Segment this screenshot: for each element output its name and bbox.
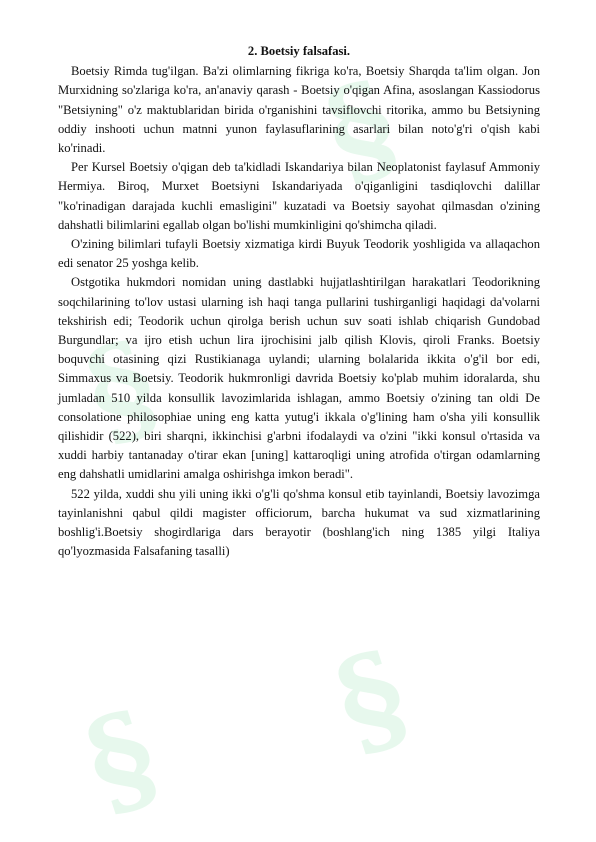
paragraph-1: Boetsiy Rimda tug'ilgan. Ba'zi olimlarning fikriga ko'ra, Boetsiy Sharqda ta'lim olgan. Jon Murxidning so'zlariga ko'ra, an'anaviy qarash - Boetsiy o'qigan Afina, asoslangan Kassiodorus "Betsiyning" o'z maktublaridan birida o'rganishini tavsiflovchi ritorika, ammo bu Betsiyning oddiy inshooti uchun matnni yunon faylasuflarining asarlari bilan noto'g'ri o'qish kabi ko'rinadi. <box>58 64 540 156</box>
watermark-symbol: § <box>69 312 173 467</box>
section-title: 2. Boetsiy falsafasi. <box>247 44 351 58</box>
watermark-symbol: § <box>309 52 413 207</box>
paragraph-3: O'zining bilimlari tufayli Boetsiy xizmatiga kirdi Buyuk Teodorik yoshligida va allaqachon edi senator 25 yoshga kelib. <box>58 237 540 271</box>
paragraph-2: Per Kursel Boetsiy o'qigan deb ta'kidladi Iskandariya bilan Neoplatonist faylasuf Ammoniy Hermiya. Biroq, Murxet Boetsiyni Iskandariyada o'qiganligini tasdiqlovchi dalillar "ko'rinadigan darajada kuchli emasligini" kuzatadi va Boetsiy sayohat qilmasdan o'zining dahshatli bilimlarini egallab olgan bo'lishi mumkinligini qo'shimcha qiladi. <box>58 160 540 232</box>
watermark-symbol: § <box>319 622 423 777</box>
document-body <box>58 42 540 561</box>
watermark-symbol: § <box>69 682 173 837</box>
paragraph-4: Ostgotika hukmdori nomidan uning dastlabki hujjatlashtirilgan harakatlari Teodorikning soqchilarining to'lov ustasi ularning ish haqi tanga pullarini tushirganligi haqidagi da'volarni tekshirish edi; Teodorik uchun qirolga berish uchun suv soati ishlab chiqarish Gundobad Burgundlar; va ijro etish uchun lira ijrochisini jalb qilish Klovis, qiroli Franks. Boetsiy boquvchi otasining qizi Rustikianaga uylandi; ularning bolalarida ikkita o'g'il bor edi, Simmaxus va Boetsiy. Teodorik hukmronligi davrida Boetsiy ko'plab muhim idoralarda, shu jumladan 510 yilda konsullik lavozimlarida ishlagan, ammo Boetsiy o'zining tan oldi De consolatione philosophiae uning eng katta yutug'i ikkala o'g'lining ham o'sha yili konsullik qilishidir (522), biri sharqni, ikkinchisi g'arbni ifodalaydi va o'zini "ikki konsul o'rtasida va xuddi harbiy tantanaday o'tirar ekan [uning] kattaroqligi uning atrofida o'tirgan odamlarning eng dahshatli umidlarini amalga oshirishga imkon beradi". <box>58 275 540 482</box>
paragraph-5: 522 yilda, xuddi shu yili uning ikki o'g'li qo'shma konsul etib tayinlandi, Boetsiy lavozimga tayinlanishni qabul qildi magister officiorum, barcha hukumat va sud xizmatlarining boshlig'i.Boetsiy shogirdlariga dars berayotir (boshlang'ich ning 1385 yilgi Italiya qo'lyozmasida Falsafaning tasalli) <box>58 486 540 559</box>
